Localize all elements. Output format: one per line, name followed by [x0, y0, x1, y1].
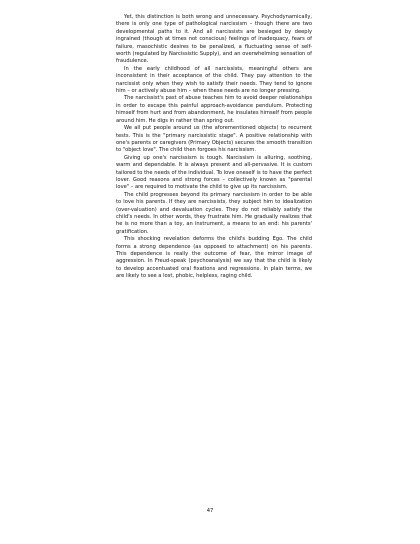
paragraph: This shocking revelation deforms the child's budding Ego. The child forms a strong dependence (as opposed to attachment) on his parents. This dependence is really the outcome of fear, the mirror image of aggression. In Freud-speak (psychoanalysis) we say that the child is likely to develop accentuated oral fixations and regressions. In plain terms, we are likely to see a lost, phobic, helpless, raging child.: [116, 236, 312, 280]
page-number: 47: [206, 508, 214, 514]
paragraph: In the early childhood of all narcissists, meaningful others are inconsistent in their acceptance of the child. They pay attention to the narcissist only when they wish to satisfy their needs. They tend to ignore him – or actively abuse him – when these needs are no longer pressing.: [116, 65, 312, 95]
body-text: [116, 14, 312, 281]
paragraph: Giving up one's narcissism is tough. Narcissism is alluring, soothing, warm and dependable. It is always present and all-pervasive. It is custom tailored to the needs of the individual. To love oneself is to have the perfect lover. Good reasons and strong forces – collectively known as "parental love" – are required to motivate the child to give up its narcissism.: [116, 154, 312, 191]
paragraph: The narcissist's past of abuse teaches him to avoid deeper relationships in order to escape this painful approach-avoidance pendulum. Protecting himself from hurt and from abandonment, he insulates himself from people around him. He digs in rather than spring out.: [116, 95, 312, 124]
paragraph: Yet, this distinction is both wrong and unnecessary. Psychodynamically, there is only one type of pathological narcissism – though there are two developmental paths to it. And all narcissists are besieged by deeply ingrained (though at times not conscious) feelings of inadequacy, fears of failure, masochistic desires to be penalized, a fluctuating sense of self-worth (regulated by Narcissistic Supply), and an overwhelming sensation of fraudulence.: [116, 14, 312, 65]
paragraph: The child progresses beyond its primary narcissism in order to be able to love his parents. If they are narcissists, they subject him to idealization (over-valuation) and devaluation cycles. They do not reliably satisfy the child's needs. In other words, they frustrate him. He gradually realizes that he is no more than a toy, an instrument, a means to an end: his parents' gratification.: [116, 191, 312, 235]
paragraph: We all put people around us (the aforementioned objects) to recurrent tests. This is the "primary narcissistic stage". A positive relationship with one's parents or caregivers (Primary Objects) secures the smooth transition to "object love". The child then forgoes his narcissism.: [116, 125, 312, 154]
